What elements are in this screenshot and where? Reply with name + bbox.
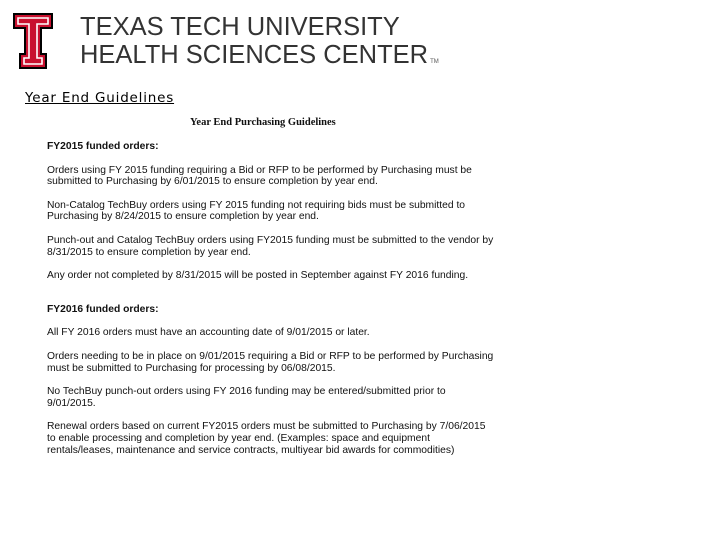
guideline-paragraph: All FY 2016 orders must have an accounting date of 9/01/2015 or later.: [47, 327, 370, 339]
section-heading: FY2015 funded orders:: [47, 141, 159, 152]
guideline-paragraph: Orders needing to be in place on 9/01/2015 requiring a Bid or RFP to be performed by Purchasing must be submitted to Purchasing for processing by 06/08/2015.: [47, 350, 494, 374]
document-title: Year End Purchasing Guidelines: [190, 117, 336, 128]
guidelines-document: [47, 141, 495, 456]
center-name: HEALTH SCIENCES CENTER TM: [80, 40, 439, 69]
year-end-guidelines-link[interactable]: Year End Guidelines: [25, 90, 175, 106]
fy2016-section: [47, 304, 495, 456]
institution-wordmark: [80, 15, 439, 68]
guideline-paragraph: Any order not completed by 8/31/2015 will be posted in September against FY 2016 funding.: [47, 270, 469, 282]
guideline-paragraph: Punch-out and Catalog TechBuy orders using FY2015 funding must be submitted to the vendor by 8/31/2015 to ensure completion by year end.: [47, 234, 494, 258]
university-name: TEXAS TECH UNIVERSITY: [80, 13, 400, 41]
guideline-paragraph: Non-Catalog TechBuy orders using FY 2015 funding not requiring bids must be submitted to Purchasing by 8/24/2015 to ensure completion by year end.: [47, 199, 466, 223]
guideline-paragraph: No TechBuy punch-out orders using FY 2016 funding may be entered/submitted prior to 9/01/2015.: [47, 386, 446, 409]
guideline-paragraph: Renewal orders based on current FY2015 orders must be submitted to Purchasing by 7/06/2015 to enable processing and completion by year end. (Examples: space and equipment rentals/leases, maintenance and service contracts, multiyear bid awards for commodities): [47, 421, 486, 456]
guideline-paragraph: Orders using FY 2015 funding requiring a Bid or RFP to be performed by Purchasing must be submitted to Purchasing by 6/01/2015 to ensure completion by year end.: [47, 164, 472, 188]
trademark-mark: TM: [430, 58, 439, 65]
section-heading: FY2016 funded orders:: [47, 303, 159, 315]
fy2015-section: [47, 141, 495, 282]
double-t-logo-icon: [12, 12, 54, 70]
